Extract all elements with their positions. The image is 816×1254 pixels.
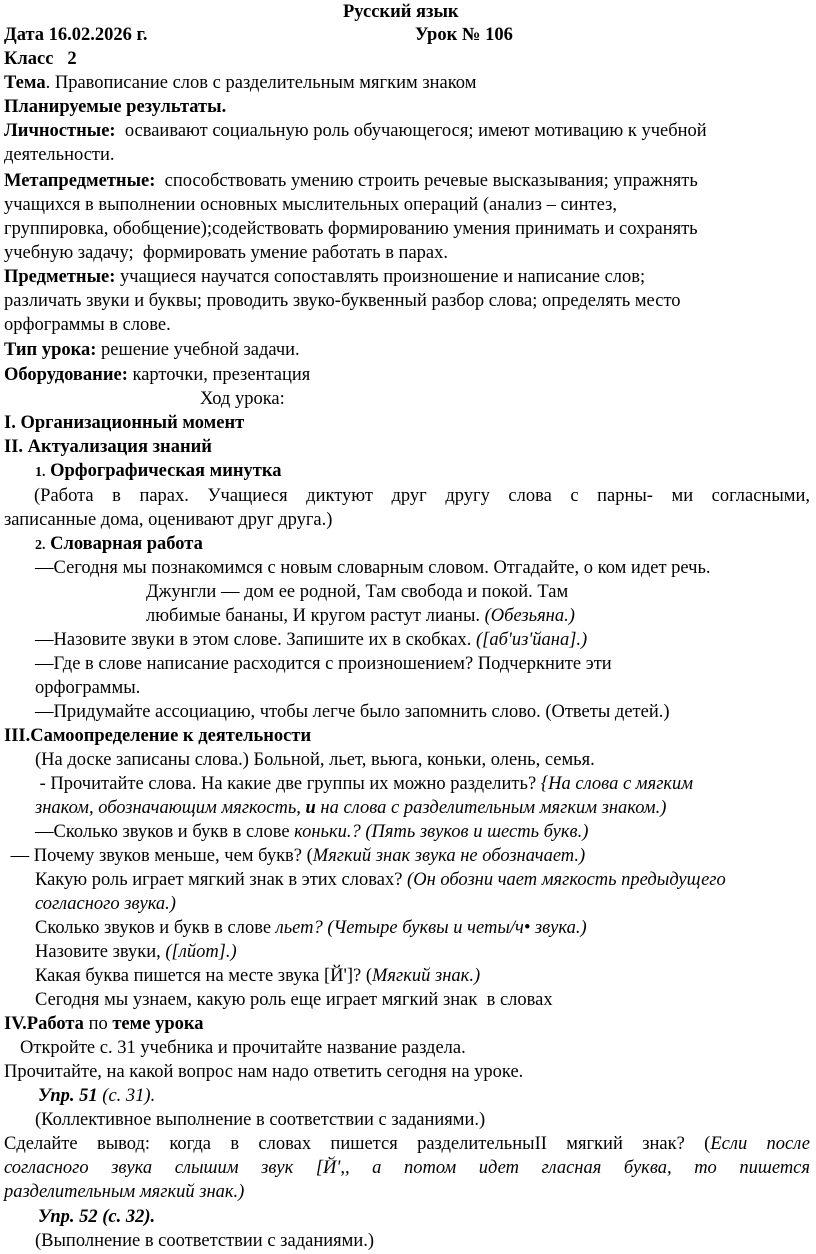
self-determination-text-10: Какая буква пишется на месте звука [Й']? ( xyxy=(35,966,373,986)
subject-title: Русский язык xyxy=(343,2,459,22)
meta-results-line xyxy=(4,170,698,192)
vocabulary-question-4: —Придумайте ассоциацию, чтобы легче было запомнить слово. (Ответы детей.) xyxy=(35,702,670,722)
exercise-52-heading: Упр. 52 (с. 32). xyxy=(38,1207,156,1227)
class-number: Класс 2 xyxy=(4,49,77,69)
lesson-course-heading: Ход урока: xyxy=(200,389,285,409)
self-determination-text-9: Назовите звуки, xyxy=(35,942,166,962)
main-work-text-4: Сделайте вывод: когда в словах пишется разделительныII мягкий знак? ( xyxy=(4,1134,711,1154)
main-work-line-4 xyxy=(4,1133,810,1155)
item-number-1: 1. xyxy=(35,465,46,480)
subject-results-text-3: орфограммы в слове. xyxy=(4,315,171,335)
self-determination-line-10 xyxy=(35,965,480,987)
lesson-type-text: решение учебной задачи. xyxy=(96,340,300,360)
self-determination-answer-6: (Он обозни чает мягкость предыдущего xyxy=(407,870,726,890)
spelling-minute-text-2: записанные дома, оценивают друг друга.) xyxy=(4,510,333,530)
self-determination-answer-10: Мягкий знак.) xyxy=(372,966,481,986)
subject-results-label: Предметные: xyxy=(4,267,116,287)
self-determination-text-8: Сколько звуков и букв в слове xyxy=(35,918,276,938)
main-work-text-5: согласного звука слышим звук [Й',, а потом идет гласная буква, то пишется xyxy=(4,1158,810,1178)
main-work-text-2: Прочитайте, на какой вопрос нам надо ответить сегодня на уроке. xyxy=(4,1062,524,1082)
self-determination-answer-4: коньки.? (Пять звуков и шесть букв.) xyxy=(294,822,589,842)
main-work-text-1: Откройте с. 31 учебника и прочитайте название раздела. xyxy=(20,1038,466,1058)
subject-results-line xyxy=(4,266,645,288)
self-determination-line-4 xyxy=(35,821,588,843)
stage-1-heading: I. Организационный момент xyxy=(4,413,245,433)
meta-label: Метапредметные: xyxy=(4,171,156,191)
spelling-minute-heading xyxy=(35,460,281,484)
self-determination-text-3c: на слова с разделительным мягким знаком.) xyxy=(315,798,667,818)
meta-text-3: группировка, обобщение);содействовать формированию умения принимать и сохранять xyxy=(4,219,698,239)
stage-2-heading: II. Актуализация знаний xyxy=(4,437,212,457)
lesson-date: Дата 16.02.2026 г. xyxy=(4,25,148,45)
riddle-line-1: Джунгли — дом ее родной, Там свобода и покой. Там xyxy=(146,582,569,602)
exercise-51-page: (с. 31). xyxy=(97,1086,156,1106)
self-determination-text-6: Какую роль играет мягкий знак в этих словах? xyxy=(35,870,408,890)
stage-4-heading xyxy=(4,1013,204,1035)
self-determination-line-3 xyxy=(35,797,666,819)
meta-text-2: учащихся в выполнении основных мыслительных операций (анализ – синтез, xyxy=(4,195,617,215)
spelling-minute-text-1: (Работа в парах. Учащиеся диктуют друг другу слова с парны- ми согласными, xyxy=(34,486,810,506)
self-determination-line-6 xyxy=(35,869,726,891)
self-determination-text-4: —Сколько звуков и букв в слове xyxy=(35,822,295,842)
topic-label: Тема xyxy=(4,73,46,93)
subject-results-text-1: учащиеся научатся сопоставлять произношение и написание слов; xyxy=(115,267,646,287)
self-determination-answer-5: Мягкий знак звука не обозначает.) xyxy=(312,846,586,866)
personal-text-1: осваивают социальную роль обучающегося; имеют мотивацию к учебной xyxy=(115,121,707,141)
vocabulary-question-2 xyxy=(35,629,587,651)
item-number-2: 2. xyxy=(35,538,46,553)
topic-text: . Правописание слов с разделительным мягким знаком xyxy=(45,73,477,93)
personal-label: Личностные: xyxy=(4,121,116,141)
meta-text-1: способствовать умению строить речевые высказывания; упражнять xyxy=(155,171,698,191)
stage-3-heading: III.Самоопределение к деятельности xyxy=(4,726,312,746)
personal-results-line xyxy=(4,120,707,142)
vocabulary-question-2-answer: ([аб'из'йана].) xyxy=(475,630,588,650)
riddle-text-2: любимые бананы, И кругом растут лианы. xyxy=(146,606,485,626)
main-work-answer-4: Если после xyxy=(710,1134,811,1154)
main-work-text-3: (Коллективное выполнение в соответствии с заданиями.) xyxy=(35,1110,486,1130)
subject-results-text-2: различать звуки и буквы; проводить звуко-буквенный разбор слова; определять место xyxy=(4,291,681,311)
vocabulary-work-heading xyxy=(35,533,203,557)
self-determination-text-3b: и xyxy=(305,798,316,818)
riddle-line-2 xyxy=(146,605,575,627)
self-determination-text-11: Сегодня мы узнаем, какую роль еще играет мягкий знак в словах xyxy=(35,990,553,1010)
self-determination-text-3a: знаком, обозначающим мягкость, xyxy=(35,798,306,818)
personal-text-2: деятельности. xyxy=(4,145,115,165)
self-determination-line-5 xyxy=(6,845,585,867)
self-determination-text-7: согласного звука.) xyxy=(35,894,176,914)
exercise-51-heading xyxy=(38,1085,155,1107)
self-determination-text-5: — Почему звуков меньше, чем букв? ( xyxy=(6,846,313,866)
topic-line xyxy=(4,72,476,94)
meta-text-4: учебную задачу; формировать умение работать в парах. xyxy=(4,243,448,263)
equipment-label: Оборудование: xyxy=(4,365,128,385)
spelling-minute-title: Орфографическая минутка xyxy=(45,461,282,481)
self-determination-text-2: - Прочитайте слова. На какие две группы их можно разделить? xyxy=(35,774,541,794)
stage-4-heading-b: по xyxy=(83,1014,113,1034)
stage-4-heading-a: IV.Работа xyxy=(4,1014,84,1034)
vocabulary-question-1: —Сегодня мы познакомимся с новым словарным словом. Отгадайте, о ком идет речь. xyxy=(35,558,711,578)
equipment-line xyxy=(4,364,310,386)
self-determination-answer-9: ([лйот].) xyxy=(165,942,237,962)
vocabulary-question-2-text: —Назовите звуки в этом слове. Запишите их в скобках. xyxy=(35,630,476,650)
self-determination-text-1: (На доске записаны слова.) Больной, льет, вьюга, коньки, олень, семья. xyxy=(35,750,595,770)
equipment-text: карточки, презентация xyxy=(127,365,311,385)
self-determination-answer-8: льет? (Четыре буквы и четы/ч• звука.) xyxy=(275,918,587,938)
riddle-answer: (Обезьяна.) xyxy=(484,606,575,626)
lesson-type-label: Тип урока: xyxy=(4,340,97,360)
vocabulary-question-3b: орфограммы. xyxy=(35,678,141,698)
vocabulary-question-3a: —Где в слове написание расходится с произношением? Подчеркните эти xyxy=(35,654,612,674)
self-determination-answer-2: {На слова с мягким xyxy=(540,774,694,794)
lesson-type-line xyxy=(4,339,300,361)
exercise-51-label: Упр. 51 xyxy=(38,1086,98,1106)
lesson-number: Урок № 106 xyxy=(415,25,513,45)
planned-results-heading: Планируемые результаты. xyxy=(4,97,227,117)
main-work-text-7: (Выполнение в соответствии с заданиями.) xyxy=(35,1231,375,1251)
main-work-text-6: разделительным мягкий знак.) xyxy=(4,1182,245,1202)
self-determination-line-9 xyxy=(35,941,237,963)
vocabulary-work-title: Словарная работа xyxy=(45,534,203,554)
self-determination-line-2 xyxy=(35,773,693,795)
self-determination-line-8 xyxy=(35,917,587,939)
stage-4-heading-c: теме урока xyxy=(112,1014,204,1034)
